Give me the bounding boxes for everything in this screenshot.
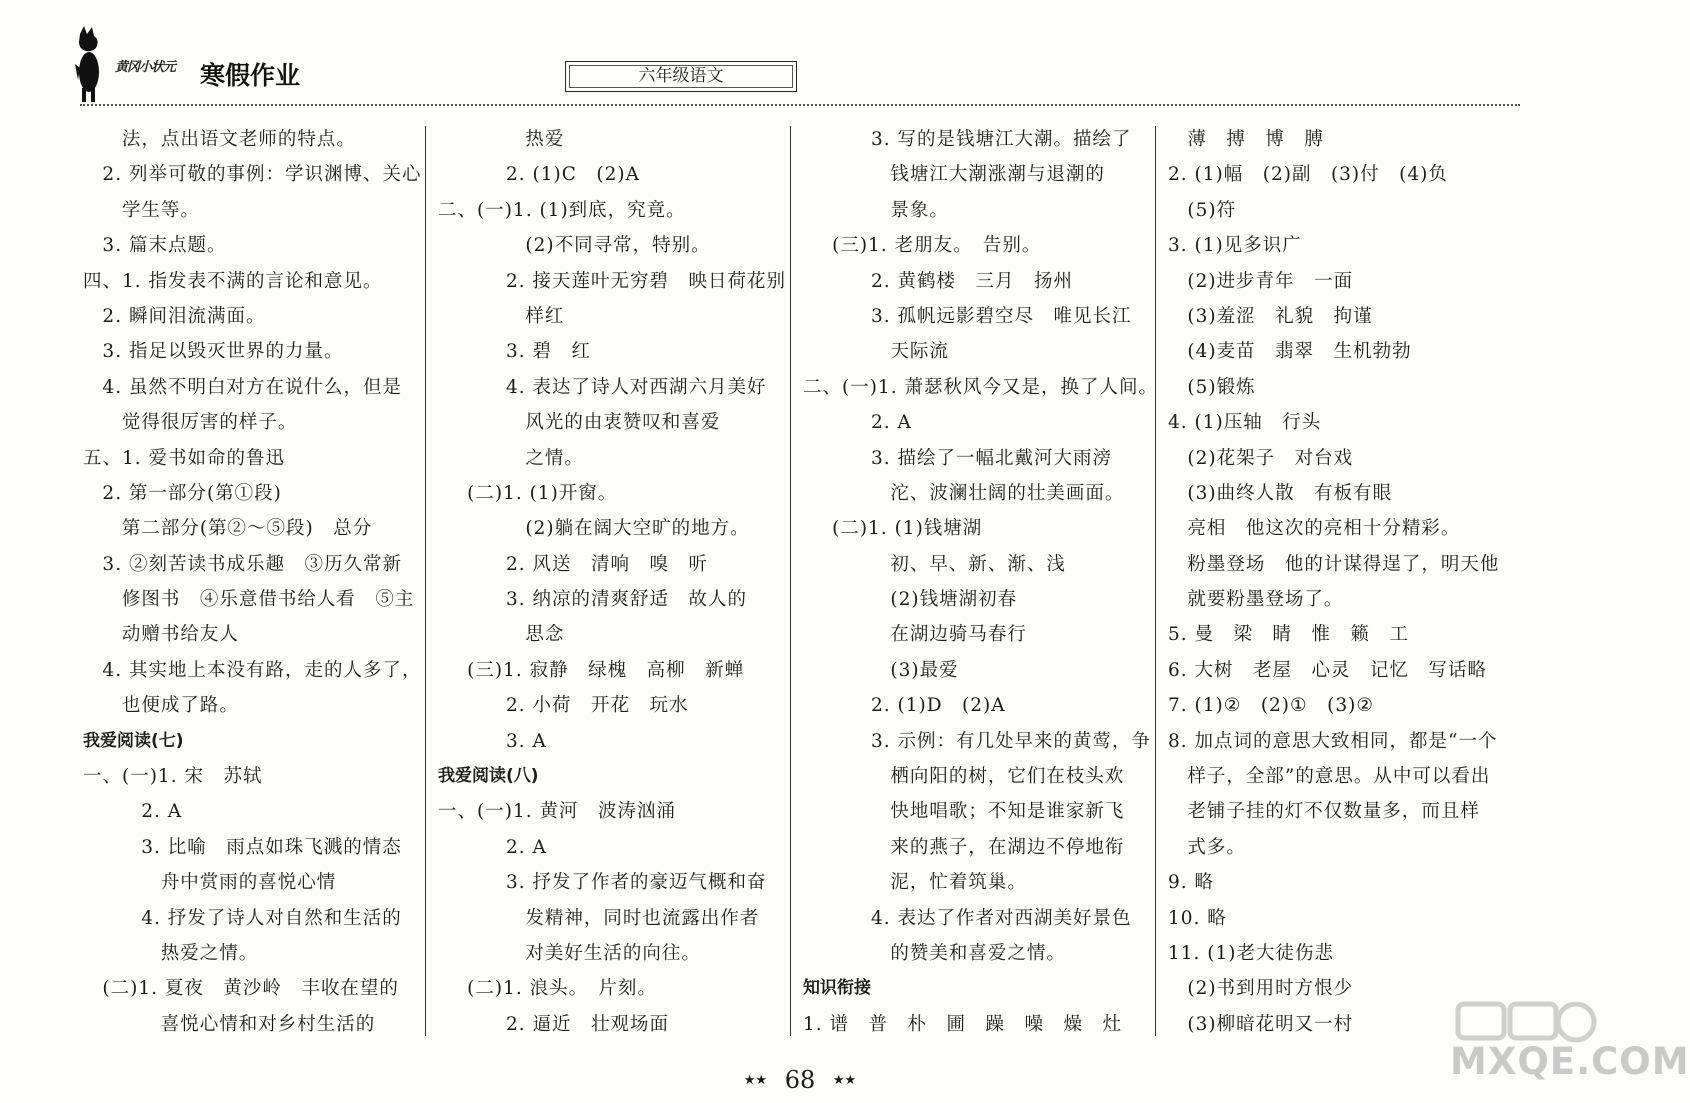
answer-line: 1. 谱 普 朴 圃 躁 噪 燥 灶 bbox=[803, 1013, 1123, 1035]
answer-line: 样红 bbox=[525, 305, 565, 327]
answer-line: 6. 大树 老屋 心灵 记忆 写话略 bbox=[1168, 659, 1488, 681]
answer-line: 8. 加点词的意思大致相同，都是“一个 bbox=[1168, 730, 1498, 752]
answer-line: 薄 搏 博 膊 bbox=[1187, 129, 1324, 150]
answer-line: 热爱 bbox=[525, 129, 565, 150]
answer-line: (3)羞涩 礼貌 拘谨 bbox=[1187, 305, 1373, 327]
answer-line: 3. 描绘了一幅北戴河大雨滂 bbox=[870, 447, 1113, 469]
answer-line: 3. 抒发了作者的豪迈气概和奋 bbox=[505, 872, 767, 894]
answer-line: (二)1. (1)开窗。 bbox=[467, 482, 618, 504]
answer-line: 钱塘江大潮涨潮与退潮的 bbox=[890, 164, 1105, 186]
answer-line: 5. 曼 梁 睛 惟 籁 工 bbox=[1168, 624, 1410, 646]
answer-line: 二、(一)1. 萧瑟秋风今又是，换了人间。 bbox=[803, 376, 1158, 398]
answer-line: (3)曲终人散 有板有眼 bbox=[1187, 482, 1393, 504]
answer-line: 3. A bbox=[505, 730, 547, 752]
answer-line: 4. 抒发了诗人对自然和生活的 bbox=[141, 907, 402, 929]
answer-line: 4. 表达了诗人对西湖六月美好 bbox=[505, 376, 767, 398]
answer-line: (3)柳暗花明又一村 bbox=[1187, 1013, 1354, 1035]
answer-line: 3. 指足以毁灭世界的力量。 bbox=[102, 341, 344, 363]
page-header bbox=[0, 0, 1600, 108]
answer-line: 2. 接天莲叶无穷碧 映日荷花别 bbox=[505, 270, 787, 292]
grade-subject-label: 六年级语文 bbox=[565, 61, 797, 92]
answer-line: 样子，全部”的意思。从中可以看出 bbox=[1187, 766, 1491, 788]
answer-line: (2)书到用时方恨少 bbox=[1187, 978, 1354, 1000]
answer-line: 亮相 他这次的亮相十分精彩。 bbox=[1187, 518, 1461, 540]
answer-line: 第二部分(第②～⑤段) 总分 bbox=[121, 518, 373, 540]
answer-line: 粉墨登场 他的计谋得逞了，明天他 bbox=[1187, 553, 1500, 575]
answer-line: 一、(一)1. 黄河 波涛汹涌 bbox=[438, 801, 676, 823]
answer-column-1 bbox=[83, 122, 422, 1037]
answer-line: 2. A bbox=[505, 836, 547, 858]
answer-line: 发精神，同时也流露出作者 bbox=[525, 907, 760, 929]
answer-line: (5)锻炼 bbox=[1187, 376, 1256, 398]
page-footer bbox=[0, 1066, 1600, 1094]
answer-line: (3)最爱 bbox=[890, 659, 959, 681]
answer-line: 之情。 bbox=[525, 447, 584, 469]
answer-line: (2)躺在阔大空旷的地方。 bbox=[525, 518, 750, 540]
answer-line: 老铺子挂的灯不仅数量多，而且样 bbox=[1187, 801, 1480, 823]
column-divider bbox=[790, 126, 791, 1036]
answer-line: (三)1. 寂静 绿槐 高柳 新蝉 bbox=[467, 659, 745, 681]
answer-line: 也便成了路。 bbox=[121, 695, 239, 717]
answer-line: 动赠书给友人 bbox=[121, 624, 239, 646]
decorative-stars-right: ★★ bbox=[832, 1073, 857, 1088]
answer-line: 11. (1)老大徒伤悲 bbox=[1168, 942, 1335, 964]
answer-line: 舟中赏雨的喜悦心情 bbox=[160, 872, 337, 894]
page-number: 68 bbox=[784, 1066, 816, 1094]
mascot-logo-icon bbox=[70, 24, 108, 104]
answer-line: 一、(一)1. 宋 苏轼 bbox=[83, 766, 263, 788]
answer-line: 的赞美和喜爱之情。 bbox=[890, 942, 1066, 964]
answer-line: 3. 纳凉的清爽舒适 故人的 bbox=[505, 589, 748, 611]
section-heading: 知识衔接 bbox=[803, 978, 871, 999]
answer-line: 景象。 bbox=[890, 199, 949, 221]
answer-line: 7. (1)② (2)① (3)② bbox=[1168, 695, 1374, 717]
answer-line: 2. (1)C (2)A bbox=[505, 164, 640, 186]
answer-line: (二)1. 浪头。 片刻。 bbox=[467, 978, 657, 1000]
answer-line: 2. 小荷 开花 玩水 bbox=[505, 695, 689, 717]
answer-line: 法，点出语文老师的特点。 bbox=[121, 129, 356, 150]
answer-line: 觉得很厉害的样子。 bbox=[121, 412, 298, 434]
answer-line: 沱、波澜壮阔的壮美画面。 bbox=[890, 482, 1125, 504]
header-divider bbox=[80, 104, 1520, 106]
answer-line: 2. (1)幅 (2)副 (3)付 (4)负 bbox=[1168, 164, 1448, 186]
section-heading: 我爱阅读(七) bbox=[83, 730, 184, 751]
answer-line: 泥，忙着筑巢。 bbox=[890, 872, 1027, 894]
column-divider bbox=[1155, 126, 1156, 1036]
answer-line: (4)麦苗 翡翠 生机勃勃 bbox=[1187, 341, 1412, 363]
answer-line: 快地唱歌；不知是谁家新飞 bbox=[890, 801, 1125, 823]
answer-line: 二、(一)1. (1)到底，究竟。 bbox=[438, 199, 686, 221]
answer-line: 3. 孤帆远影碧空尽 唯见长江 bbox=[870, 305, 1132, 327]
answer-line: (2)不同寻常，特别。 bbox=[525, 235, 711, 257]
answer-line: 4. 表达了作者对西湖美好景色 bbox=[870, 907, 1132, 929]
answer-line: 3. ②刻苦读书成乐趣 ③历久常新 bbox=[102, 553, 402, 575]
answer-line: 2. A bbox=[870, 412, 912, 434]
answer-line: 2. 风送 清响 嗅 听 bbox=[505, 553, 709, 575]
answer-line: 4. 虽然不明白对方在说什么，但是 bbox=[102, 376, 402, 398]
answer-line: 9. 略 bbox=[1168, 872, 1215, 894]
answer-line: (二)1. (1)钱塘湖 bbox=[832, 518, 983, 540]
answer-column-2 bbox=[438, 122, 787, 1037]
answer-line: 3. (1)见多识广 bbox=[1168, 235, 1302, 257]
answer-line: 2. A bbox=[141, 801, 183, 823]
answer-line: 2. 黄鹤楼 三月 扬州 bbox=[870, 270, 1074, 292]
answer-line: 初、早、新、渐、浅 bbox=[890, 553, 1066, 575]
answer-line: 3. 碧 红 bbox=[505, 341, 592, 363]
answer-line: 2. 第一部分(第①段) bbox=[102, 482, 282, 504]
answer-line: 3. 篇末点题。 bbox=[102, 235, 227, 257]
answer-line: (三)1. 老朋友。 告别。 bbox=[832, 235, 1042, 257]
answer-line: 3. 写的是钱塘江大潮。描绘了 bbox=[870, 129, 1132, 150]
answer-line: 2. (1)D (2)A bbox=[870, 695, 1006, 717]
section-heading: 我爱阅读(八) bbox=[438, 766, 539, 787]
answer-line: (2)花架子 对台戏 bbox=[1187, 447, 1354, 469]
answer-column-3 bbox=[803, 122, 1158, 1037]
answer-line: 来的燕子，在湖边不停地衔 bbox=[890, 836, 1125, 858]
series-title: 寒假作业 bbox=[200, 61, 301, 90]
answer-line: 栖向阳的树，它们在枝头欢 bbox=[890, 766, 1125, 788]
answer-line: 4. (1)压轴 行头 bbox=[1168, 412, 1322, 434]
decorative-stars-left: ★★ bbox=[743, 1073, 768, 1088]
answer-line: 3. 比喻 雨点如珠飞溅的情态 bbox=[141, 836, 402, 858]
column-divider bbox=[425, 126, 426, 1036]
answer-line: 思念 bbox=[525, 624, 565, 646]
answer-line: (2)钱塘湖初春 bbox=[890, 589, 1018, 611]
answer-line: 3. 示例：有几处早来的黄莺，争 bbox=[870, 730, 1152, 752]
answer-line: 对美好生活的向往。 bbox=[525, 942, 701, 964]
answer-line: 2. 逼近 壮观场面 bbox=[505, 1013, 670, 1035]
watermark-text: MXQE.COM bbox=[1450, 1040, 1690, 1083]
answer-line: 学生等。 bbox=[121, 199, 200, 221]
answer-line: 10. 略 bbox=[1168, 907, 1227, 929]
answer-line: 五、1. 爱书如命的鲁迅 bbox=[83, 447, 286, 469]
answer-line: 在湖边骑马春行 bbox=[890, 624, 1027, 646]
answer-line: 4. 其实地上本没有路，走的人多了， bbox=[102, 659, 422, 681]
answer-column-4 bbox=[1168, 122, 1528, 1037]
answer-line: 天际流 bbox=[890, 341, 949, 363]
answer-line: 风光的由衷赞叹和喜爱 bbox=[525, 412, 721, 434]
answer-line: 2. 瞬间泪流满面。 bbox=[102, 305, 266, 327]
answer-line: 就要粉墨登场了。 bbox=[1187, 589, 1344, 611]
answer-line: (5)符 bbox=[1187, 199, 1237, 221]
answer-line: 2. 列举可敬的事例：学识渊博、关心 bbox=[102, 164, 422, 186]
answer-line: 四、1. 指发表不满的言论和意见。 bbox=[83, 270, 383, 292]
answer-line: 式多。 bbox=[1187, 836, 1246, 858]
answer-line: 喜悦心情和对乡村生活的 bbox=[160, 1013, 376, 1035]
answer-line: (2)进步青年 一面 bbox=[1187, 270, 1354, 292]
brand-logo-text: 黄冈小状元 bbox=[115, 60, 176, 75]
answer-line: 修图书 ④乐意借书给人看 ⑤主 bbox=[121, 589, 415, 611]
answer-line: 热爱之情。 bbox=[160, 942, 259, 964]
answer-line: (二)1. 夏夜 黄沙岭 丰收在望的 bbox=[102, 978, 399, 1000]
